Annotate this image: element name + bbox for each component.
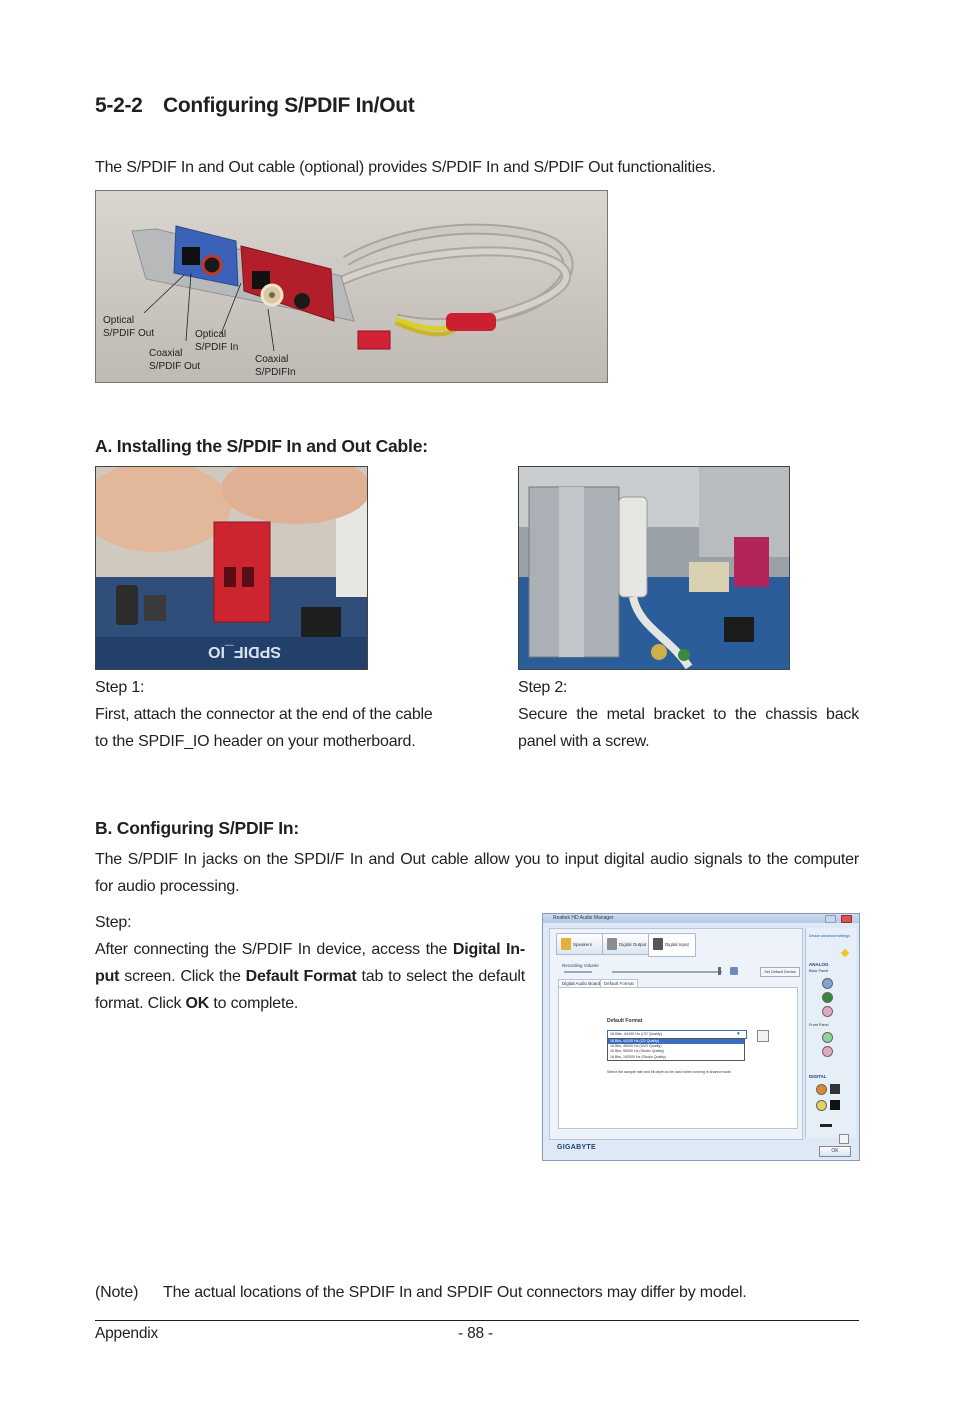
chevron-down-icon[interactable]: ▾ xyxy=(737,1031,740,1037)
back-panel-label: Back Panel xyxy=(809,969,829,973)
ok-button[interactable]: OK xyxy=(819,1146,851,1157)
step2-line1: Secure the metal bracket to the chassis back xyxy=(518,706,859,723)
intro-paragraph: The S/PDIF In and Out cable (optional) provides S/PDIF In and S/PDIF Out functionalities. xyxy=(95,159,716,176)
minimize-icon[interactable] xyxy=(825,915,836,923)
step1-line2: to the SPDIF_IO header on your motherboard. xyxy=(95,733,416,750)
section-a-title: A. Installing the S/PDIF In and Out Cable: xyxy=(95,436,428,456)
recording-volume-label: Recording Volume xyxy=(562,963,599,968)
digital-heading: DIGITAL xyxy=(809,1074,827,1079)
jack-pink-icon[interactable] xyxy=(822,1006,833,1017)
gigabyte-logo: GIGABYTE xyxy=(557,1144,596,1151)
main-area xyxy=(549,928,803,1140)
step2-photo xyxy=(518,466,790,670)
default-format-label: Default Format xyxy=(607,1018,643,1024)
tab-speakers[interactable]: Speakers xyxy=(556,933,604,955)
label-optical-out: Optical S/PDIF Out xyxy=(103,315,155,339)
jack-front-pink-icon[interactable] xyxy=(822,1046,833,1057)
jack-sidebar xyxy=(805,928,856,1138)
jack-green-icon[interactable] xyxy=(822,992,833,1003)
step1-illustration xyxy=(96,467,367,669)
coaxial-in-icon[interactable] xyxy=(816,1100,827,1111)
step2-caption xyxy=(518,674,859,755)
step1-label: Step 1: xyxy=(95,679,145,696)
page-number: - 88 - xyxy=(458,1325,493,1342)
note-label: (Note) xyxy=(95,1284,139,1301)
section-heading xyxy=(95,94,414,118)
step1-photo xyxy=(95,466,368,670)
step2-line2: panel with a screw. xyxy=(518,733,650,750)
volume-slider[interactable] xyxy=(612,971,722,973)
section-number: 5-2-2 xyxy=(95,94,143,117)
format-option[interactable]: 16 Bits, 96000 Hz (Studio Quality) xyxy=(610,1049,665,1054)
folder-icon[interactable] xyxy=(841,949,849,957)
section-title: Configuring S/PDIF In/Out xyxy=(163,94,415,117)
realtek-audio-manager-screenshot xyxy=(542,913,860,1161)
window-titlebar xyxy=(543,914,859,923)
format-hint: Select the sample rate and bit depth to be used when running in shared mode. xyxy=(607,1070,732,1074)
lock-icon[interactable] xyxy=(757,1030,769,1042)
section-b-step-text: After connecting the S/PDIF In device, access the Digital In- put screen. Click the Default Format tab to select the default format. Click OK to complete. xyxy=(95,941,525,1012)
info-icon[interactable] xyxy=(839,1134,849,1144)
jack-front-green-icon[interactable] xyxy=(822,1032,833,1043)
format-option-selected[interactable]: 16 Bits, 44100 Hz (CD Quality) xyxy=(608,1039,744,1044)
board-silkscreen-text: SPDIF_IO xyxy=(208,643,281,660)
coaxial-out-icon[interactable] xyxy=(816,1084,827,1095)
window-title: Realtek HD Audio Manager xyxy=(553,915,614,921)
subtab-digital-audio-board[interactable]: Digital Audio Board xyxy=(558,979,604,988)
close-icon[interactable] xyxy=(841,915,852,923)
set-default-button[interactable]: Set Default Device xyxy=(760,967,800,977)
analog-heading: ANALOG xyxy=(809,962,829,967)
device-advanced-settings-link[interactable]: Device advanced settings xyxy=(809,934,850,938)
jack-blue-icon[interactable] xyxy=(822,978,833,989)
front-panel-label: Front Panel xyxy=(809,1023,829,1027)
section-b-title: B. Configuring S/PDIF In: xyxy=(95,818,300,838)
footer-section: Appendix xyxy=(95,1325,159,1342)
step2-illustration xyxy=(519,467,789,669)
format-option[interactable]: 16 Bits, 48000 Hz (DVD Quality) xyxy=(610,1044,662,1049)
note-text: The actual locations of the SPDIF In and SPDIF Out connectors may differ by model. xyxy=(163,1284,747,1301)
section-b-step-label: Step: xyxy=(95,914,132,931)
speaker-icon[interactable] xyxy=(730,967,738,975)
label-optical-in: Optical S/PDIF In xyxy=(195,329,239,353)
subtab-default-format[interactable]: Default Format xyxy=(600,979,638,988)
balance-slider[interactable] xyxy=(564,971,592,973)
label-coaxial-out: Coaxial S/PDIF Out xyxy=(149,348,201,372)
digital-divider xyxy=(820,1124,832,1127)
tab-digital-input[interactable]: Digital Input xyxy=(648,933,696,957)
section-b-step xyxy=(95,909,525,1017)
optical-out-icon[interactable] xyxy=(830,1084,840,1094)
label-coaxial-in: Coaxial S/PDIFIn xyxy=(255,354,296,378)
device-tabs xyxy=(556,933,796,955)
optical-in-icon[interactable] xyxy=(830,1100,840,1110)
tab-digital-output[interactable]: Digital Output xyxy=(602,933,650,955)
cable-photo xyxy=(95,190,608,383)
step1-caption xyxy=(95,674,445,755)
volume-thumb[interactable] xyxy=(718,967,721,975)
bottom-bar xyxy=(549,1140,853,1156)
section-b-para-line1: The S/PDIF In jacks on the SPDI/F In and Out cable allow you to input digital audio signals to the computer xyxy=(95,851,859,868)
format-dropdown-list xyxy=(607,1038,745,1061)
section-b-paragraph xyxy=(95,846,859,900)
default-format-panel xyxy=(558,987,798,1129)
format-option[interactable]: 16 Bits, 192000 Hz (Studio Quality) xyxy=(610,1054,667,1059)
step1-line1: First, attach the connector at the end of the cable xyxy=(95,706,433,723)
format-select[interactable]: 16 Bits, 44100 Hz (CD Quality) xyxy=(607,1030,747,1039)
step2-label: Step 2: xyxy=(518,679,568,696)
section-b-para-line2: for audio processing. xyxy=(95,878,240,895)
